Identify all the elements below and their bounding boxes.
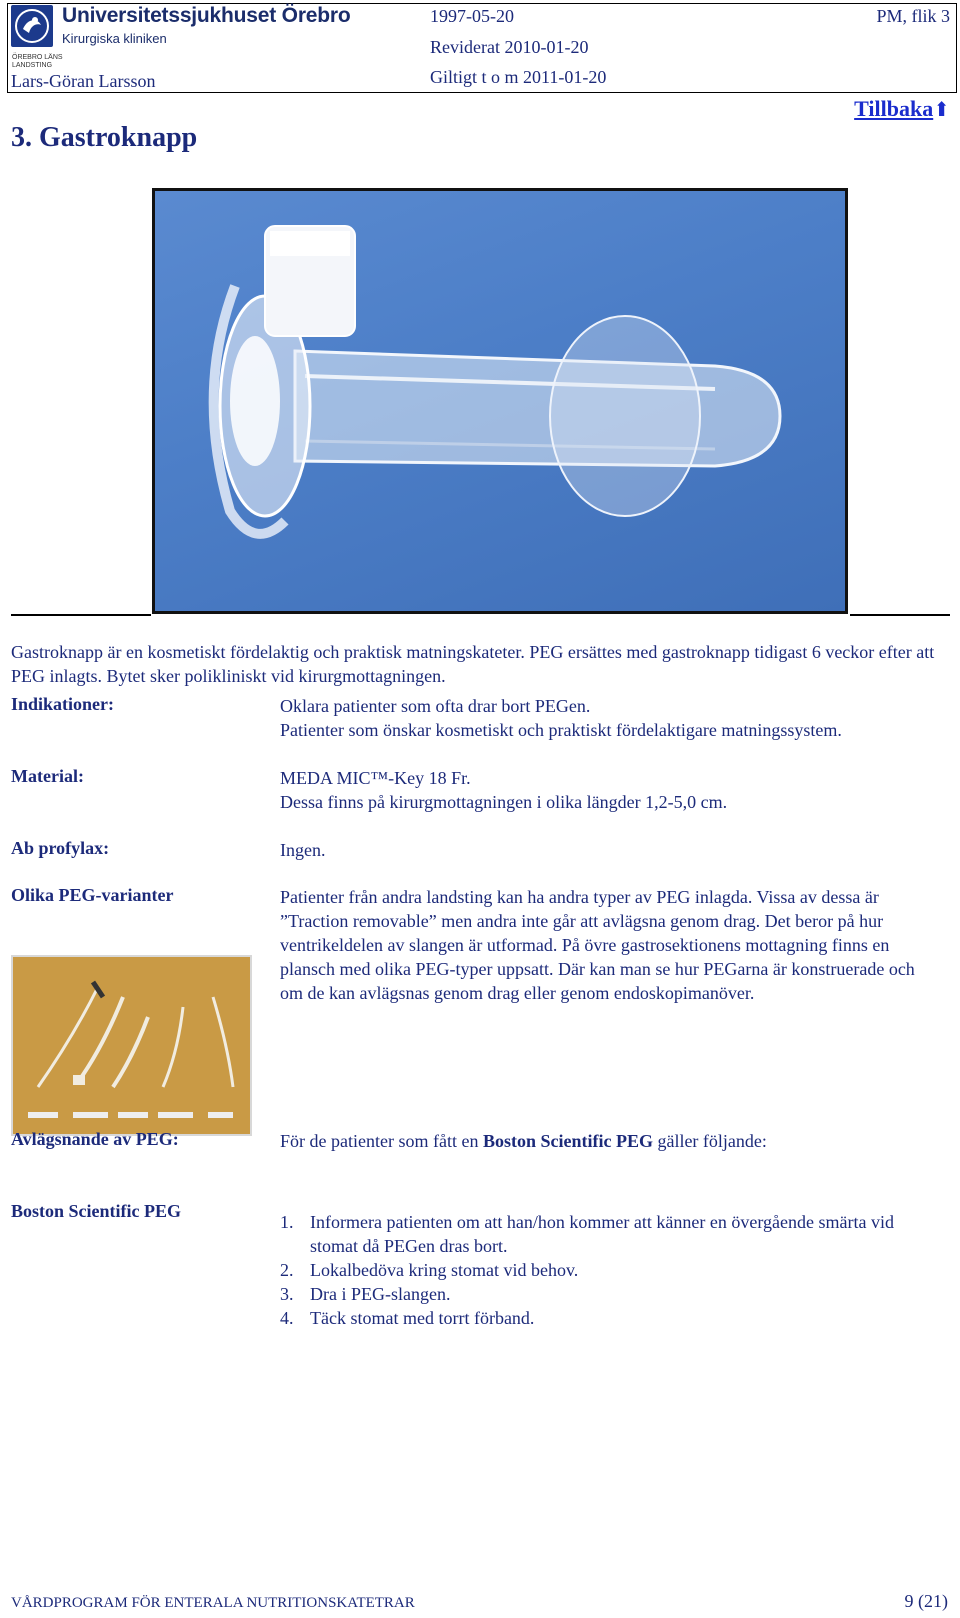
county-logo-text (12, 54, 72, 70)
back-link-label: Tillbaka (854, 96, 934, 121)
prophylaxis-value: Ingen. (280, 840, 326, 860)
material-text (280, 766, 940, 814)
removal-intro-before: För de patienter som fått en (280, 1131, 483, 1151)
step-number: 4. (280, 1308, 294, 1328)
list-item (280, 1258, 940, 1282)
removal-intro-after: gäller följande: (652, 1131, 767, 1151)
pm-tab: PM, flik 3 (876, 6, 950, 26)
removal-steps-list (280, 1210, 940, 1330)
material-line-1: MEDA MIC™-Key 18 Fr. (280, 768, 471, 788)
indications-text (280, 694, 940, 742)
list-item (280, 1210, 940, 1258)
removal-intro-brand: Boston Scientific PEG (482, 1131, 653, 1151)
step-text: Dra i PEG-slangen. (310, 1284, 451, 1304)
back-link[interactable] (854, 96, 950, 122)
step-number: 2. (280, 1260, 294, 1280)
step-number: 3. (280, 1284, 294, 1304)
date-created: 1997-05-20 (430, 6, 514, 26)
step-text: Lokalbedöva kring stomat vid behov. (310, 1260, 579, 1280)
footer-program: VÅRDPROGRAM FÖR ENTERALA NUTRITIONSKATETRAR (11, 1595, 415, 1611)
list-item (280, 1282, 940, 1306)
material-line-2: Dessa finns på kirurgmottagningen i olika längder 1,2-5,0 cm. (280, 792, 728, 812)
removal-label: Avlägsnande av PEG: (11, 1129, 179, 1149)
peg-variants-text: Patienter från andra landsting kan ha andra typer av PEG inlagda. Vissa av dessa är ”Traction removable” men andra inte går att avlägsna genom drag. Det beror på hur ventrikeldelen av slangen är utformad. På övre gastrosektionens mottagning finns en plansch med olika PEG-typer uppsatt. Där kan man se hur PEGarna är konstruerade och om de kan avlägsnas genom drag eller genom endoskopimanöver. (280, 887, 915, 1003)
peg-variants-label: Olika PEG-varianter (11, 885, 174, 905)
clinic-name: Kirurgiska kliniken (62, 31, 167, 46)
divider-right (850, 614, 950, 616)
gastrostomy-button-photo (152, 188, 848, 614)
author: Lars-Göran Larsson (11, 71, 156, 91)
hospital-logo-icon (11, 5, 53, 47)
boston-scientific-label: Boston Scientific PEG (11, 1201, 181, 1221)
arrow-up-icon: ⬆ (933, 99, 950, 121)
indications-line-1: Oklara patienter som ofta drar bort PEGen. (280, 696, 591, 716)
date-valid: Giltigt t o m 2011-01-20 (430, 67, 607, 87)
page-title: 3. Gastroknapp (11, 122, 198, 153)
page-number: 9 (21) (904, 1591, 948, 1611)
step-text: Informera patienten om att han/hon kommer att känner en övergående smärta vid stomat då PEGen dras bort. (310, 1212, 894, 1256)
prophylaxis-label: Ab profylax: (11, 838, 110, 858)
intro-paragraph: Gastroknapp är en kosmetiskt fördelaktig och praktisk matningskateter. PEG ersättes med gastroknapp tidigast 6 veckor efter att PEG inlagts. Bytet sker polikliniskt vid kirurgmottagningen. (11, 642, 935, 686)
county-line-2: LANDSTING (12, 62, 53, 69)
peg-variants-board-photo (11, 955, 252, 1136)
step-text: Täck stomat med torrt förband. (310, 1308, 535, 1328)
divider-left (11, 614, 151, 616)
hospital-name: Universitetssjukhuset Örebro (62, 4, 351, 27)
removal-intro (280, 1129, 940, 1153)
indications-line-2: Patienter som önskar kosmetiskt och praktiskt fördelaktigare matningssystem. (280, 720, 842, 740)
list-item (280, 1306, 940, 1330)
step-number: 1. (280, 1212, 294, 1232)
indications-label: Indikationer: (11, 694, 115, 714)
material-label: Material: (11, 766, 84, 786)
date-revised: Reviderat 2010-01-20 (430, 37, 589, 57)
county-line-1: ÖREBRO LÄNS (12, 54, 63, 61)
